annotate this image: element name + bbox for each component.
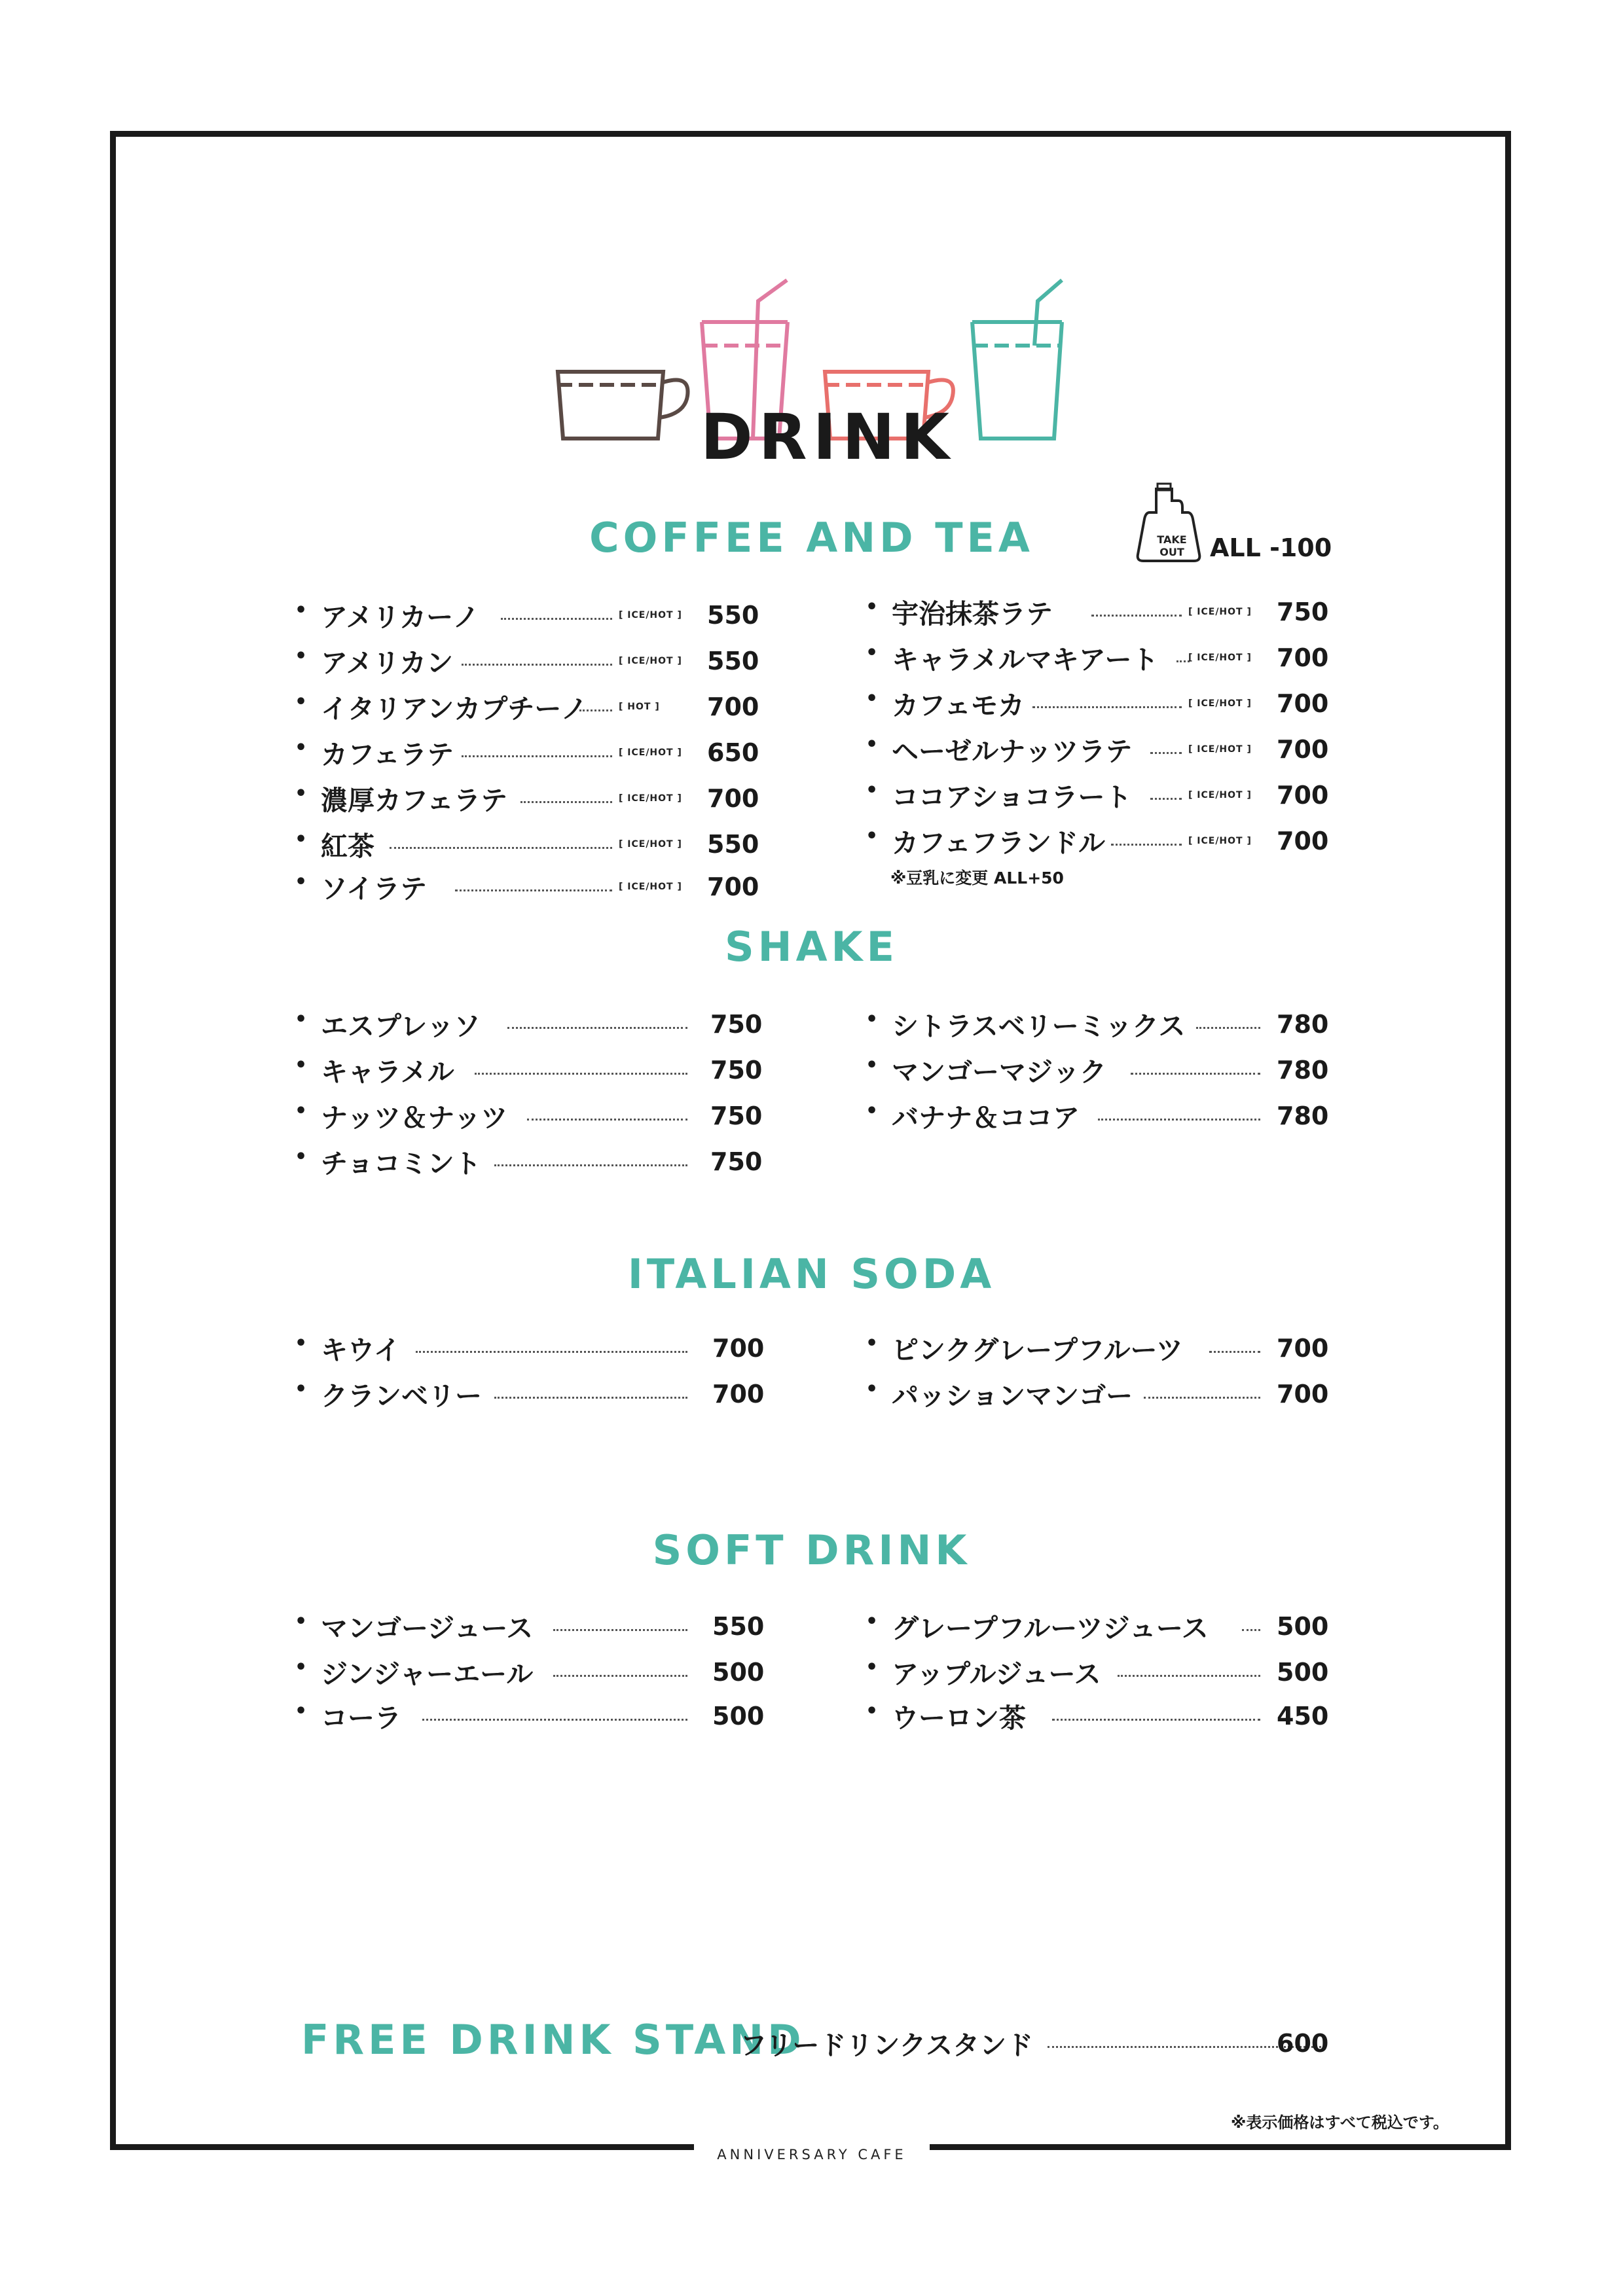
- item-name: アメリカン: [321, 647, 454, 679]
- item-price: 550: [712, 1612, 765, 1641]
- leader-dots: [390, 847, 612, 849]
- section-title-shake: SHAKE: [725, 923, 898, 971]
- leader-dots: [553, 1675, 687, 1677]
- item-name: 紅茶: [321, 831, 374, 862]
- bullet-icon: •: [866, 1610, 879, 1633]
- temperature-option: [ ICE/HOT ]: [619, 793, 682, 804]
- temperature-option: [ ICE/HOT ]: [619, 839, 682, 850]
- item-price: 600: [1277, 2029, 1329, 2058]
- item-name: ナッツ＆ナッツ: [321, 1102, 508, 1134]
- temperature-option: [ ICE/HOT ]: [1188, 836, 1252, 846]
- item-name: グレープフルーツジュース: [892, 1613, 1209, 1644]
- bullet-icon: •: [295, 1700, 308, 1723]
- leader-dots: [520, 801, 612, 803]
- bullet-icon: •: [866, 733, 879, 756]
- item-price: 650: [707, 738, 759, 767]
- section-title-soft: SOFT DRINK: [652, 1526, 971, 1574]
- section-title-coffee: COFFEE AND TEA: [589, 514, 1034, 562]
- temperature-option: [ HOT ]: [619, 702, 660, 712]
- item-name: カフェフランドル: [892, 827, 1105, 859]
- item-name: 濃厚カフェラテ: [321, 785, 507, 816]
- bullet-icon: •: [295, 1610, 308, 1633]
- page-title: DRINK: [701, 401, 956, 474]
- item-name: キャラメル: [321, 1056, 454, 1088]
- item-name: イタリアンカプチーノ: [321, 693, 588, 725]
- item-price: 700: [1277, 735, 1329, 764]
- item-name: マンゴージュース: [321, 1613, 534, 1644]
- section-title-soda: ITALIAN SODA: [627, 1250, 996, 1298]
- bullet-icon: •: [295, 1100, 308, 1122]
- leader-dots: [527, 1119, 687, 1121]
- bullet-icon: •: [295, 645, 308, 668]
- temperature-option: [ ICE/HOT ]: [619, 882, 682, 892]
- bullet-icon: •: [295, 1378, 308, 1401]
- coffee-cup-icon: [558, 372, 688, 439]
- item-price: 550: [707, 830, 759, 859]
- leader-dots: [462, 664, 612, 666]
- item-price: 700: [1277, 643, 1329, 672]
- item-price: 780: [1277, 1102, 1329, 1130]
- bullet-icon: •: [295, 691, 308, 713]
- temperature-option: [ ICE/HOT ]: [1188, 790, 1252, 800]
- bullet-icon: •: [866, 1008, 879, 1031]
- leader-dots: [1131, 1073, 1260, 1075]
- item-price: 700: [1277, 689, 1329, 718]
- temperature-option: [ ICE/HOT ]: [619, 610, 682, 620]
- bullet-icon: •: [866, 687, 879, 710]
- leader-dots: [1098, 1119, 1260, 1121]
- takeout-discount: ALL -100: [1210, 533, 1332, 562]
- item-name: ココアショコラート: [892, 781, 1132, 813]
- item-name: バナナ＆ココア: [892, 1102, 1080, 1134]
- item-name: ウーロン茶: [892, 1702, 1026, 1734]
- leader-dots: [507, 1027, 687, 1029]
- leader-dots: [1144, 1397, 1260, 1399]
- item-price: 780: [1277, 1056, 1329, 1085]
- item-price: 450: [1277, 1702, 1329, 1731]
- leader-dots: [475, 1073, 687, 1075]
- leader-dots: [1091, 615, 1182, 617]
- item-price: 500: [712, 1658, 765, 1687]
- item-name: クランベリー: [321, 1380, 482, 1412]
- item-name: エスプレッソ: [321, 1011, 481, 1042]
- bullet-icon: •: [866, 779, 879, 802]
- leader-dots: [462, 755, 612, 757]
- item-price: 700: [1277, 1380, 1329, 1408]
- item-price: 750: [710, 1147, 763, 1176]
- item-price: 750: [710, 1010, 763, 1039]
- bullet-icon: •: [295, 1656, 308, 1679]
- item-name: シトラスベリーミックス: [892, 1011, 1186, 1042]
- temperature-option: [ ICE/HOT ]: [1188, 607, 1252, 617]
- item-name: ソイラテ: [321, 873, 427, 905]
- leader-dots: [1032, 706, 1182, 708]
- bullet-icon: •: [866, 1378, 879, 1401]
- item-price: 750: [710, 1056, 763, 1085]
- item-price: 700: [1277, 781, 1329, 810]
- leader-dots: [1052, 1719, 1260, 1721]
- item-price: 750: [710, 1102, 763, 1130]
- bullet-icon: •: [295, 599, 308, 622]
- temperature-option: [ ICE/HOT ]: [1188, 744, 1252, 755]
- bullet-icon: •: [866, 1054, 879, 1077]
- bullet-icon: •: [295, 1332, 308, 1355]
- bullet-icon: •: [866, 1100, 879, 1122]
- bullet-icon: •: [866, 1700, 879, 1723]
- item-price: 700: [712, 1380, 765, 1408]
- item-name: マンゴーマジック: [892, 1056, 1106, 1088]
- leader-dots: [1196, 1027, 1260, 1029]
- item-price: 550: [707, 601, 759, 630]
- item-price: 550: [707, 647, 759, 675]
- item-name: ピンクグレープフルーツ: [892, 1335, 1183, 1366]
- leader-dots: [1242, 1629, 1260, 1631]
- free-drink-title: FREE DRINK STAND: [301, 2016, 805, 2064]
- bullet-icon: •: [866, 1656, 879, 1679]
- item-price: 700: [1277, 827, 1329, 855]
- item-price: 500: [1277, 1612, 1329, 1641]
- leader-dots: [455, 889, 612, 891]
- item-price: 500: [712, 1702, 765, 1731]
- bullet-icon: •: [295, 736, 308, 759]
- leader-dots: [494, 1397, 687, 1399]
- temperature-option: [ ICE/HOT ]: [1188, 698, 1252, 709]
- leader-dots: [1150, 798, 1182, 800]
- leader-dots: [1176, 660, 1190, 662]
- item-name: フリードリンクスタンド: [740, 2030, 1034, 2061]
- leader-dots: [579, 709, 612, 711]
- item-name: アメリカーノ: [321, 601, 480, 633]
- item-price: 700: [707, 784, 759, 813]
- item-price: 700: [1277, 1334, 1329, 1363]
- leader-dots: [1118, 1675, 1260, 1677]
- bullet-icon: •: [866, 641, 879, 664]
- bullet-icon: •: [866, 825, 879, 848]
- item-price: 500: [1277, 1658, 1329, 1687]
- item-name: 宇治抹茶ラテ: [892, 598, 1053, 630]
- leader-dots: [494, 1164, 687, 1166]
- bullet-icon: •: [866, 1332, 879, 1355]
- bullet-icon: •: [295, 1054, 308, 1077]
- bullet-icon: •: [295, 1145, 308, 1168]
- item-name: コーラ: [321, 1702, 401, 1734]
- leader-dots: [1209, 1351, 1260, 1353]
- bullet-icon: •: [295, 782, 308, 805]
- leader-dots: [1150, 752, 1182, 754]
- bullet-icon: •: [295, 870, 308, 893]
- soy-milk-note: ※豆乳に変更 ALL+50: [890, 869, 1064, 888]
- footer-cafe-name: ANNIVERSARY CAFE: [717, 2147, 907, 2162]
- item-price: 700: [707, 872, 759, 901]
- item-price: 700: [712, 1334, 765, 1363]
- item-name: チョコミント: [321, 1148, 481, 1179]
- bullet-icon: •: [866, 596, 879, 619]
- item-name: キャラメルマキアート: [892, 644, 1159, 675]
- item-name: カフェラテ: [321, 739, 454, 770]
- leader-dots: [1111, 844, 1182, 846]
- item-name: キウイ: [321, 1335, 401, 1366]
- temperature-option: [ ICE/HOT ]: [1188, 653, 1252, 663]
- leader-dots: [416, 1351, 687, 1353]
- leader-dots: [501, 618, 612, 620]
- leader-dots: [422, 1719, 687, 1721]
- item-price: 780: [1277, 1010, 1329, 1039]
- tax-note: ※表示価格はすべて税込です。: [1231, 2113, 1449, 2132]
- item-name: カフェモカ: [892, 690, 1025, 721]
- item-price: 750: [1277, 598, 1329, 626]
- leader-dots: [553, 1629, 687, 1631]
- soda-glass-icon: [972, 280, 1062, 439]
- item-name: パッションマンゴー: [892, 1380, 1133, 1412]
- item-name: ヘーゼルナッツラテ: [892, 736, 1133, 767]
- item-name: アップルジュース: [892, 1659, 1101, 1690]
- bullet-icon: •: [295, 828, 308, 851]
- bullet-icon: •: [295, 1008, 308, 1031]
- item-price: 700: [707, 692, 759, 721]
- temperature-option: [ ICE/HOT ]: [619, 656, 682, 666]
- item-name: ジンジャーエール: [321, 1659, 534, 1690]
- takeout-label: TAKE OUT: [1157, 533, 1187, 558]
- temperature-option: [ ICE/HOT ]: [619, 747, 682, 758]
